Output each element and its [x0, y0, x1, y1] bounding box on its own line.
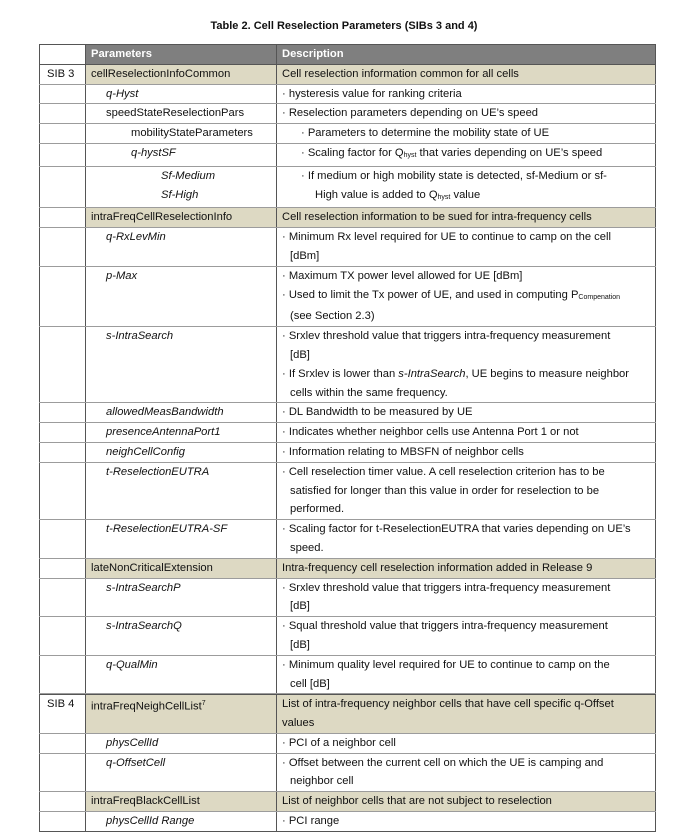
param-description-cont: [dB]: [290, 348, 310, 361]
param-description: List of neighbor cells that are not subject to reselection: [277, 792, 656, 811]
table-row: [39, 443, 656, 463]
param-name: q-OffsetCell: [86, 754, 277, 792]
param-description: · Parameters to determine the mobility state of UE: [282, 124, 649, 143]
param-name: s-IntraSearch: [86, 327, 277, 402]
param-description-cont: neighbor cell: [290, 775, 354, 788]
param-description-cont: [dBm]: [290, 249, 320, 262]
param-name: physCellId: [86, 734, 277, 753]
param-description: High value is added to Qhyst value: [277, 186, 656, 208]
table-row: [39, 327, 656, 403]
param-description: · Information relating to MBSFN of neighbor cells: [282, 443, 649, 462]
table-row: [39, 228, 656, 267]
table-header: [39, 45, 656, 65]
table-row: [39, 124, 656, 144]
param-description-cont: (see Section 2.3): [290, 310, 375, 323]
param-name: Sf-Medium: [86, 167, 277, 186]
param-description: List of intra-frequency neighbor cells that have cell specific q-Offset values: [277, 695, 656, 733]
header-description: Description: [277, 45, 656, 64]
param-description-cont: speed.: [290, 541, 324, 554]
header-parameters: Parameters: [86, 45, 277, 64]
param-name: neighCellConfig: [86, 443, 277, 462]
table-row: [39, 520, 656, 559]
parameters-table: [39, 44, 656, 832]
param-name: t-ReselectionEUTRA-SF: [86, 520, 277, 558]
param-description: Cell reselection information common for all cells: [277, 65, 656, 84]
sib3-label: SIB 3: [39, 65, 86, 84]
param-description: · Minimum Rx level required for UE to continue to camp on the cell: [282, 228, 649, 247]
param-name: q-RxLevMin: [86, 228, 277, 266]
table-row: [39, 463, 656, 520]
table-row: [39, 812, 656, 832]
param-description-cont: [dB]: [290, 600, 310, 613]
table-row: [39, 423, 656, 443]
param-name: mobilityStateParameters: [86, 124, 277, 143]
param-description: · DL Bandwidth to be measured by UE: [282, 403, 649, 422]
param-name: intraFreqBlackCellList: [86, 792, 277, 811]
param-description: Cell reselection information to be sued for intra-frequency cells: [277, 208, 656, 227]
param-description-cont: cell [dB]: [290, 677, 330, 690]
param-name: s-IntraSearchP: [86, 579, 277, 617]
param-description: · Reselection parameters depending on UE’s speed: [282, 104, 649, 123]
param-name: intraFreqCellReselectionInfo: [86, 208, 277, 227]
param-description-cont: satisfied for longer than this value in order for reselection to be: [290, 484, 600, 497]
param-description: · PCI of a neighbor cell: [282, 734, 649, 753]
param-description: · Scaling factor for Qhyst that varies depending on UE’s speed: [282, 144, 649, 166]
param-description: · Maximum TX power level allowed for UE [dBm]: [282, 267, 649, 286]
param-name: physCellId Range: [86, 812, 277, 831]
param-description: · PCI range: [282, 812, 649, 831]
param-description: · hysteresis value for ranking criteria: [282, 85, 649, 104]
param-description: · Squal threshold value that triggers intra-frequency measurement: [282, 617, 649, 636]
param-name: s-IntraSearchQ: [86, 617, 277, 655]
param-name: q-QualMin: [86, 656, 277, 694]
table-row: [39, 792, 656, 812]
table-row: [39, 403, 656, 423]
param-name: lateNonCriticalExtension: [86, 559, 277, 578]
param-description: · If medium or high mobility state is detected, sf-Medium or sf-: [282, 167, 649, 186]
param-name: allowedMeasBandwidth: [86, 403, 277, 422]
param-description: · Offset between the current cell on which the UE is camping and: [282, 754, 649, 773]
param-name: q-Hyst: [86, 85, 277, 104]
table-row: [39, 208, 656, 228]
table-row: [39, 167, 656, 186]
param-name: presenceAntennaPort1: [86, 423, 277, 442]
table-row: [39, 85, 656, 105]
param-name: p-Max: [86, 267, 277, 326]
param-name: intraFreqNeighCellList$^7$: [86, 695, 277, 733]
table-row: [39, 559, 656, 579]
param-name: Sf-High: [86, 186, 277, 208]
param-description: · Indicates whether neighbor cells use Antenna Port 1 or not: [282, 423, 649, 442]
param-description-2: · Used to limit the Tx power of UE, and used in computing PCompenation: [282, 286, 649, 308]
param-description: · Srxlev threshold value that triggers intra-frequency measurement: [282, 579, 649, 598]
table-row: [39, 754, 656, 793]
param-description: · Scaling factor for t-ReselectionEUTRA that varies depending on UE’s: [282, 520, 649, 539]
table-row: [39, 694, 656, 734]
param-description: · Minimum quality level required for UE to continue to camp on the: [282, 656, 649, 675]
table-row: [39, 186, 656, 209]
table-row: [39, 104, 656, 124]
param-name: speedStateReselectionPars: [86, 104, 277, 123]
param-name: cellReselectionInfoCommon: [86, 65, 277, 84]
param-name: q-hystSF: [86, 144, 277, 166]
param-description: Intra-frequency cell reselection information added in Release 9: [277, 559, 656, 578]
param-description-cont2: performed.: [290, 503, 345, 516]
param-description: · Cell reselection timer value. A cell reselection criterion has to be: [282, 463, 649, 482]
param-description-cont: [dB]: [290, 638, 310, 651]
table-row: [39, 144, 656, 167]
param-description-2: · If Srxlev is lower than s-IntraSearch, UE begins to measure neighbor: [282, 365, 649, 384]
table-row: [39, 734, 656, 754]
table-row: [39, 617, 656, 656]
table-title: Table 2. Cell Reselection Parameters (SIBs 3 and 4): [210, 20, 478, 32]
param-name: t-ReselectionEUTRA: [86, 463, 277, 519]
sib4-label: SIB 4: [39, 695, 86, 733]
param-description-cont2: cells within the same frequency.: [290, 386, 448, 399]
param-description: · Srxlev threshold value that triggers intra-frequency measurement: [282, 327, 649, 346]
table-row: [39, 65, 656, 85]
table-row: [39, 656, 656, 695]
table-row: [39, 579, 656, 618]
table-row: [39, 267, 656, 327]
